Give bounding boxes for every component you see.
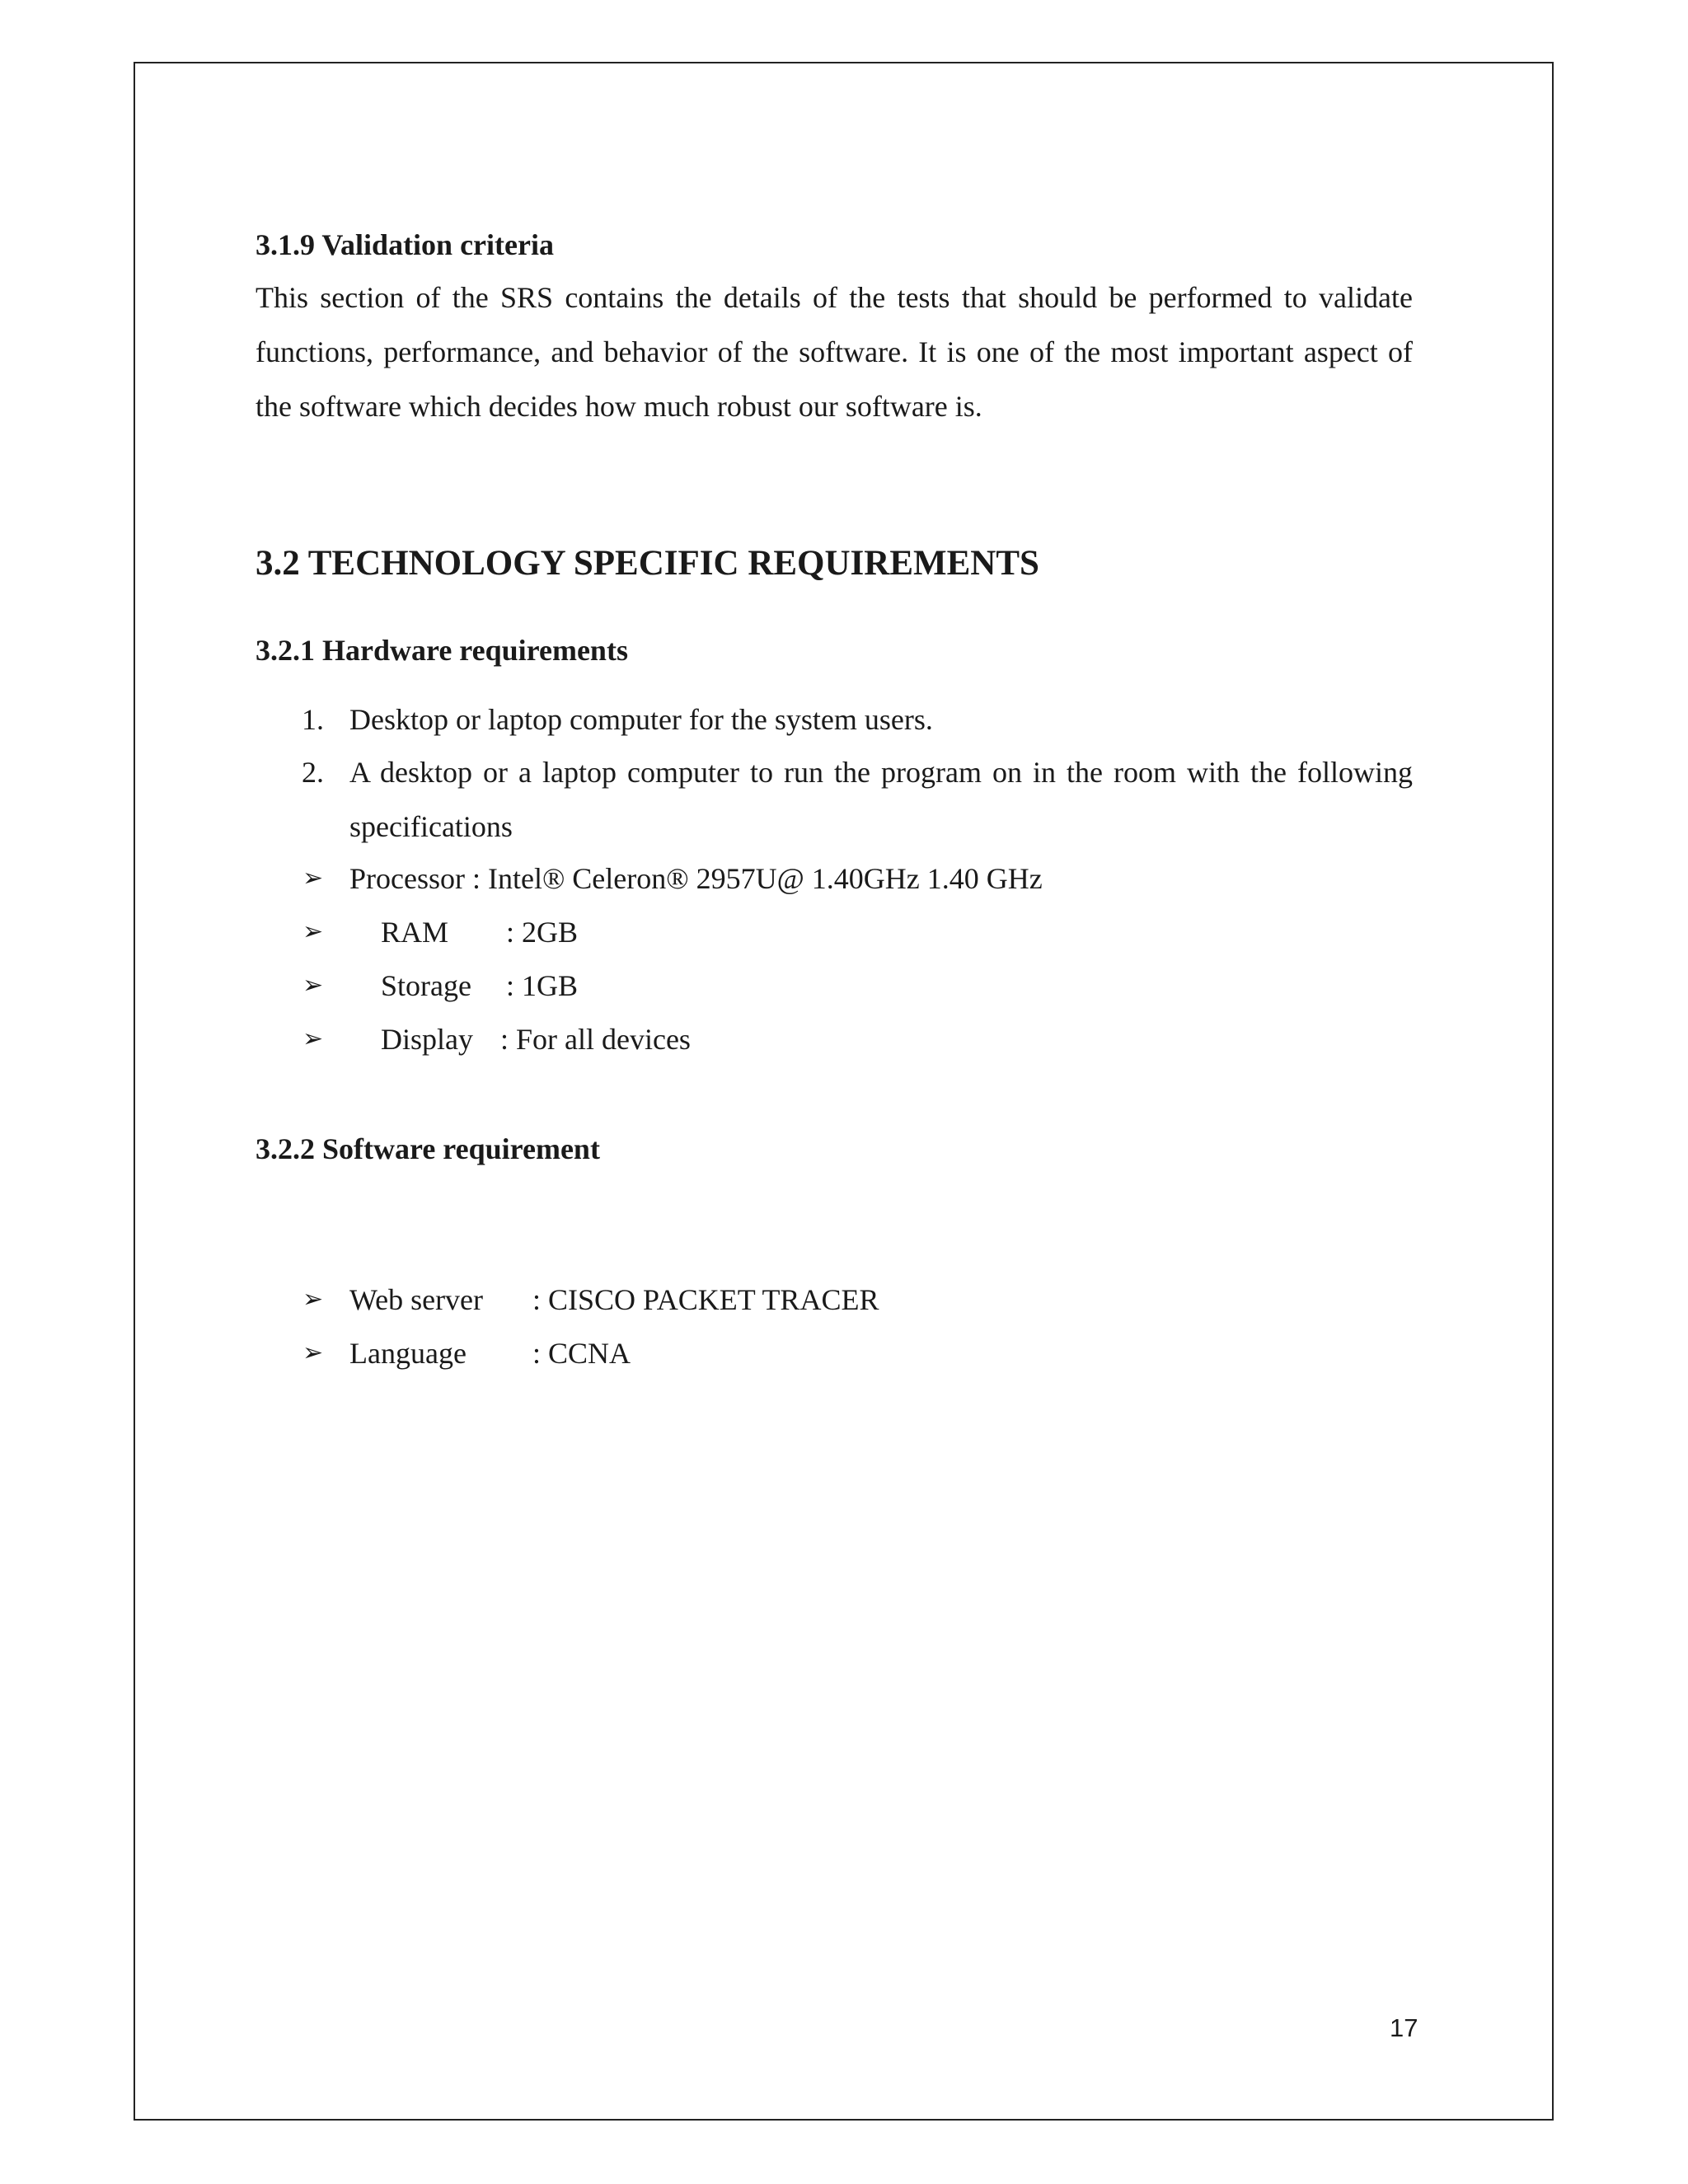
spec-value: : CISCO PACKET TRACER (532, 1283, 879, 1316)
spec-value: : For all devices (500, 1023, 691, 1056)
arrow-bullet-icon: ➢ (302, 864, 324, 893)
arrow-bullet-icon: ➢ (302, 1285, 324, 1314)
list-item-text: Desktop or laptop computer for the system users. (349, 703, 933, 736)
software-heading: 3.2.2 Software requirement (256, 1132, 600, 1165)
arrow-bullet-icon: ➢ (302, 1338, 324, 1367)
section-heading: 3.2 TECHNOLOGY SPECIFIC REQUIREMENTS (256, 544, 1039, 583)
spec-value: : CCNA (532, 1337, 631, 1370)
page-number: 17 (1390, 2013, 1418, 2042)
list-number: 1. (302, 703, 324, 736)
arrow-bullet-icon: ➢ (302, 1024, 324, 1053)
processor-spec: Processor : Intel® Celeron® 2957U@ 1.40GHz 1.40 GHz (349, 862, 1043, 895)
validation-heading: 3.1.9 Validation criteria (256, 228, 554, 261)
list-item-text: A desktop or a laptop computer to run the program on in the room with the following specifications (349, 756, 1413, 843)
spec-label: Storage (381, 969, 471, 1002)
spec-label: Display (381, 1023, 473, 1056)
spec-label: Web server (349, 1283, 484, 1316)
arrow-bullet-icon: ➢ (302, 917, 324, 946)
spec-label: RAM (381, 916, 449, 949)
spec-value: : 1GB (506, 969, 579, 1002)
arrow-bullet-icon: ➢ (302, 971, 324, 1000)
list-number: 2. (302, 756, 324, 789)
hardware-heading: 3.2.1 Hardware requirements (256, 634, 628, 667)
validation-paragraph: This section of the SRS contains the details of the tests that should be performed to validate functions, performance, and behavior of the software. It is one of the most important aspect of the software which decides how much robust our software is. (256, 281, 1413, 423)
spec-value: : 2GB (506, 916, 579, 949)
spec-label: Language (349, 1337, 467, 1370)
